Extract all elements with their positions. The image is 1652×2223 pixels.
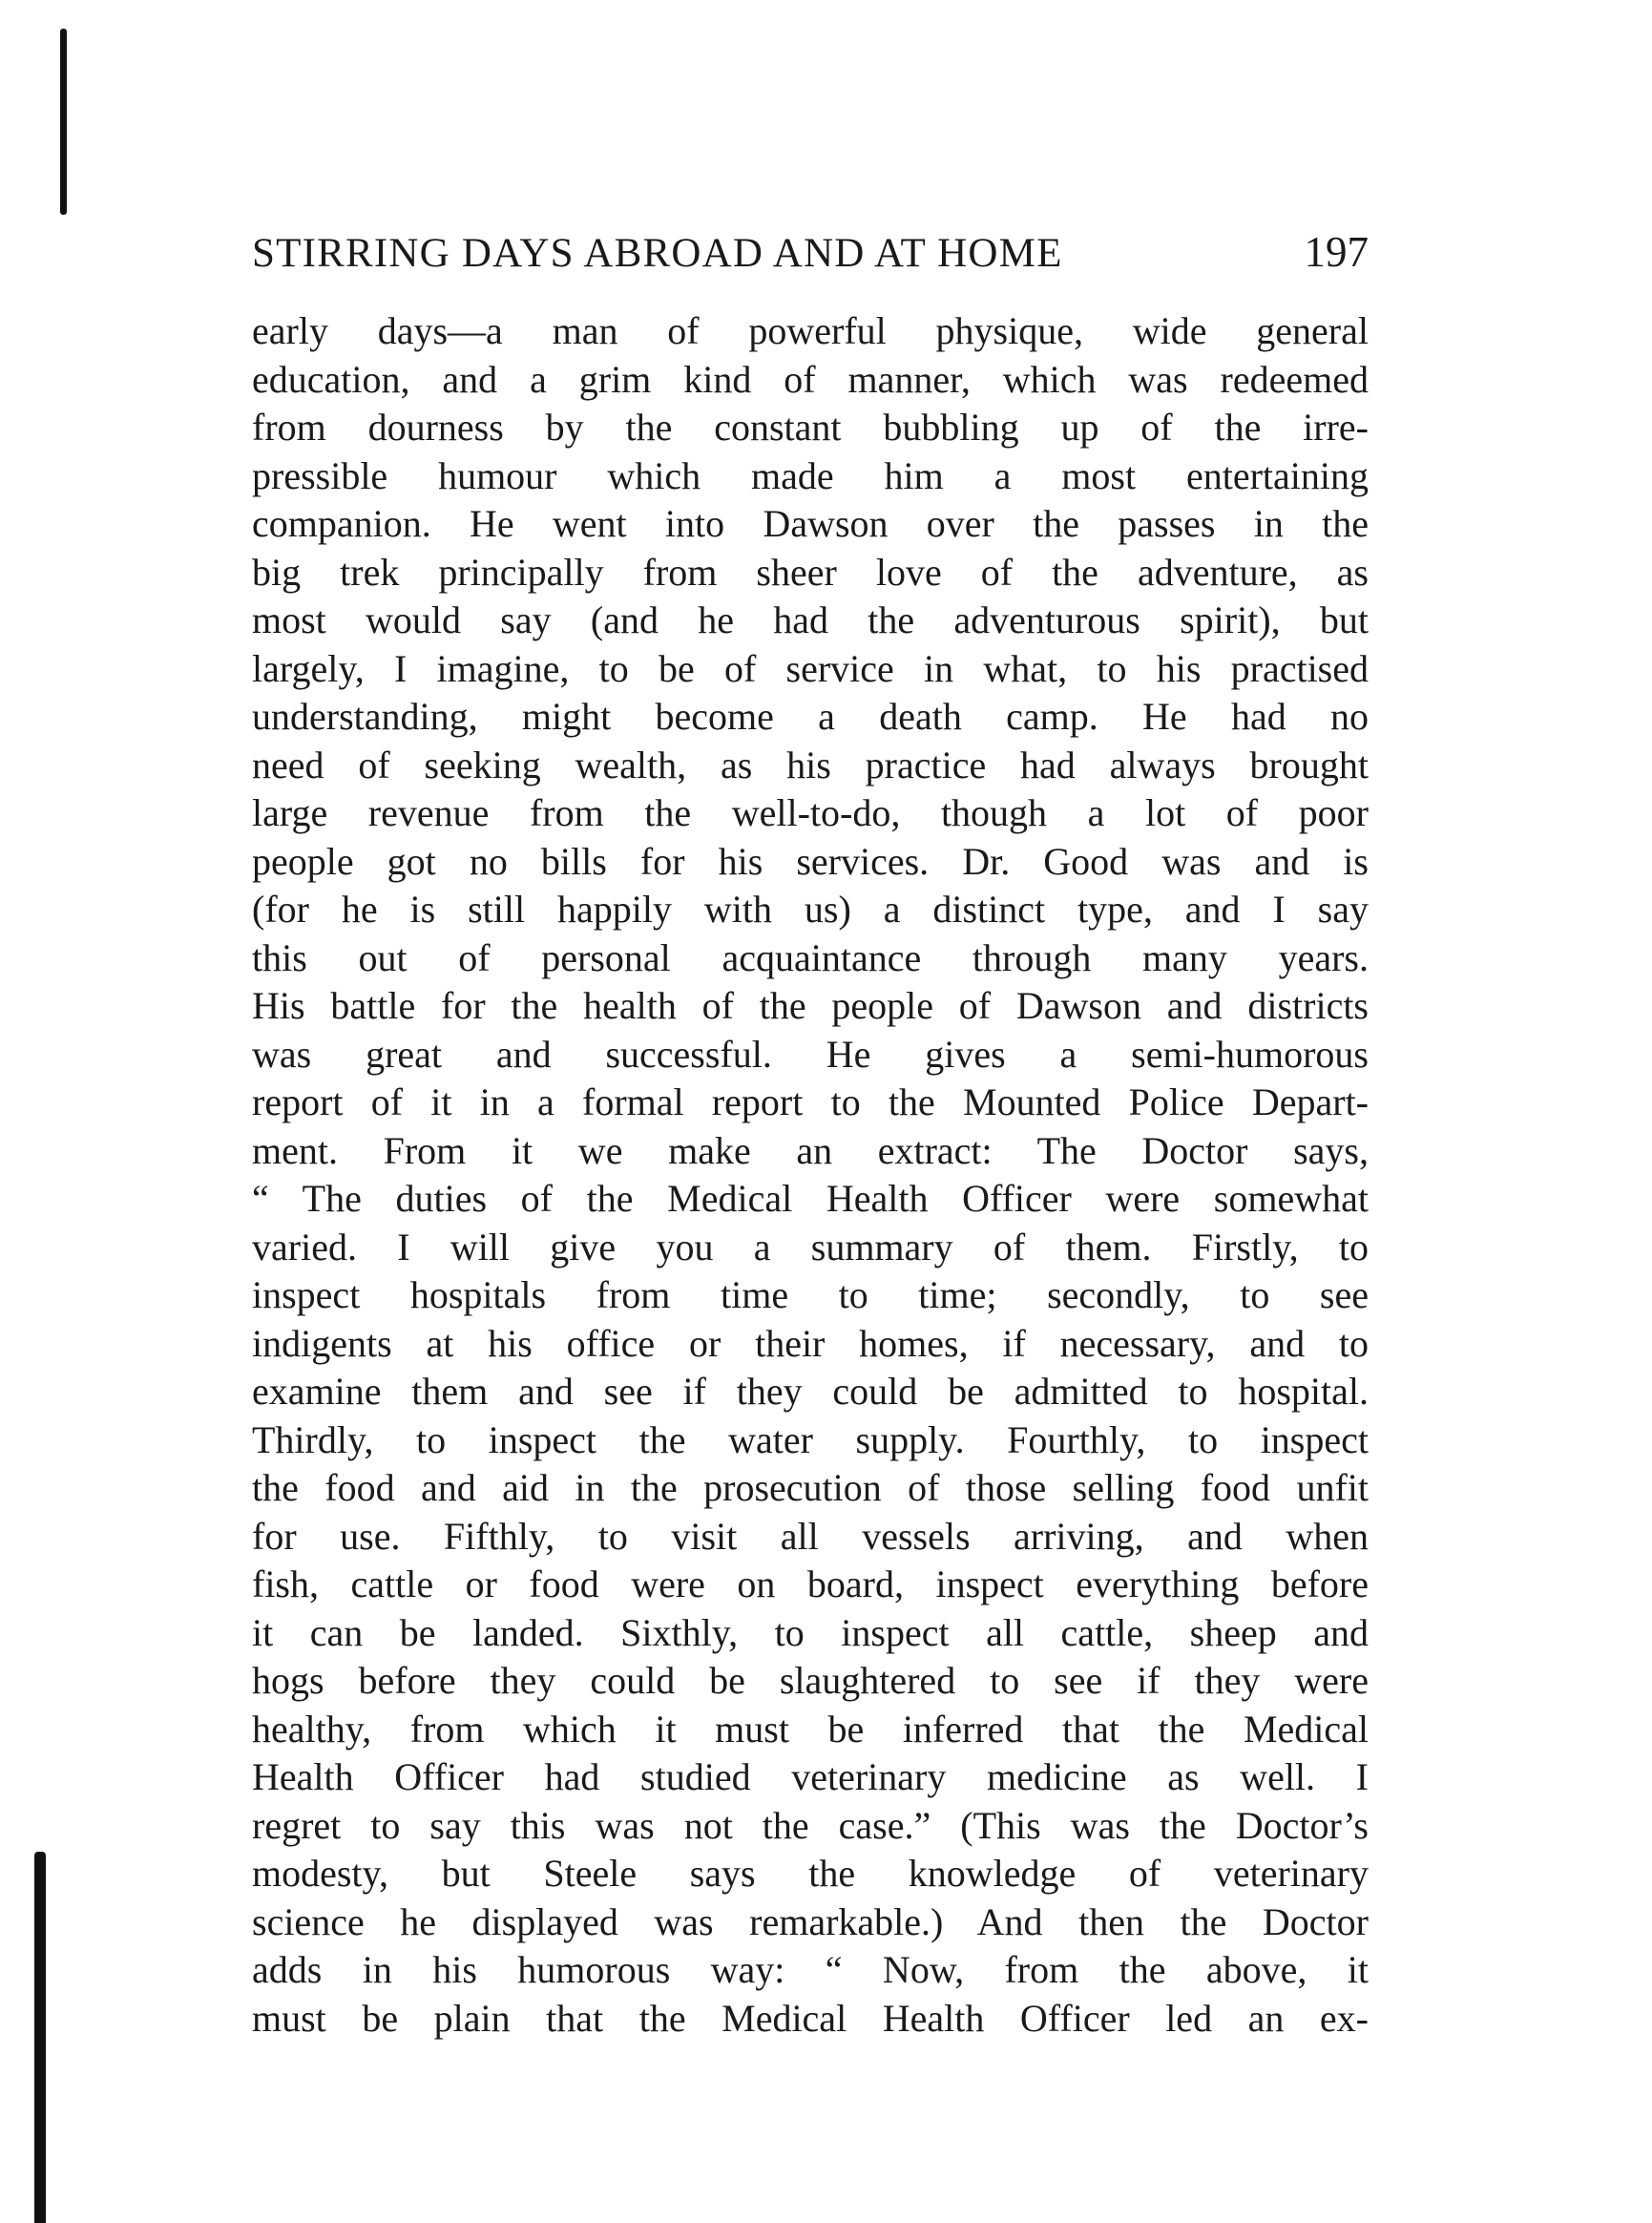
text-line: pressible humour which made him a most entertaining [252,453,1369,497]
text-line: Thirdly, to inspect the water supply. Fourthly, to inspect [252,1417,1369,1461]
text-line: this out of personal acquaintance through many years. [252,935,1369,979]
text-line: it can be landed. Sixthly, to inspect all cattle, sheep and [252,1610,1369,1654]
text-line: from dourness by the constant bubbling up of the irre- [252,406,1369,449]
text-line: fish, cattle or food were on board, inspect everything before [252,1562,1369,1605]
text-line: big trek principally from sheer love of the adventure, as [252,550,1369,594]
text-line: adds in his humorous way: “ Now, from the above, it [252,1948,1369,1991]
text-line: early days—a man of powerful physique, wide general [252,309,1369,352]
text-line: large revenue from the well-to-do, though a lot of poor [252,791,1369,834]
text-line: for use. Fifthly, to visit all vessels arriving, and when [252,1514,1369,1558]
text-line: modesty, but Steele says the knowledge of veterinary [252,1852,1369,1895]
running-head [252,227,1369,284]
text-line: understanding, might become a death camp. He had no [252,695,1369,738]
text-line: indigents at his office or their homes, if necessary, and to [252,1321,1369,1365]
scan-edge-top [60,29,67,215]
text-line: largely, I imagine, to be of service in what, to his practised [252,646,1369,690]
running-head-title: STIRRING DAYS ABROAD AND AT HOME [252,231,1063,276]
page-number: 197 [1304,228,1369,276]
text-line: companion. He went into Dawson over the passes in the [252,502,1369,545]
text-line: examine them and see if they could be admitted to hospital. [252,1370,1369,1413]
text-line: was great and successful. He gives a semi-humorous [252,1032,1369,1076]
body-text [252,307,1369,2043]
text-line: (for he is still happily with us) a distinct type, and I say [252,888,1369,931]
text-line: must be plain that the Medical Health Officer led an ex- [252,1996,1369,2040]
text-line: science he displayed was remarkable.) And then the Doctor [252,1899,1369,1943]
text-line: healthy, from which it must be inferred that the Medical [252,1707,1369,1751]
text-line: most would say (and he had the adventurous spirit), but [252,598,1369,641]
text-line: ment. From it we make an extract: The Doctor says, [252,1128,1369,1172]
text-line: varied. I will give you a summary of them. Firstly, to [252,1225,1369,1269]
text-line: people got no bills for his services. Dr. Good was and is [252,839,1369,883]
text-line: the food and aid in the prosecution of those selling food unfit [252,1466,1369,1509]
text-line: hogs before they could be slaughtered to see if they were [252,1659,1369,1702]
text-line: regret to say this was not the case.” (This was the Doctor’s [252,1803,1369,1847]
text-line: Health Officer had studied veterinary medicine as well. I [252,1755,1369,1798]
text-line: need of seeking wealth, as his practice had always brought [252,743,1369,786]
text-line: His battle for the health of the people of Dawson and districts [252,984,1369,1027]
text-line: report of it in a formal report to the Mounted Police Depart- [252,1080,1369,1123]
text-line: education, and a grim kind of manner, which was redeemed [252,357,1369,401]
text-line: inspect hospitals from time to time; secondly, to see [252,1273,1369,1316]
text-line: “ The duties of the Medical Health Officer were somewhat [252,1177,1369,1220]
scan-edge-bottom [34,1852,46,2223]
